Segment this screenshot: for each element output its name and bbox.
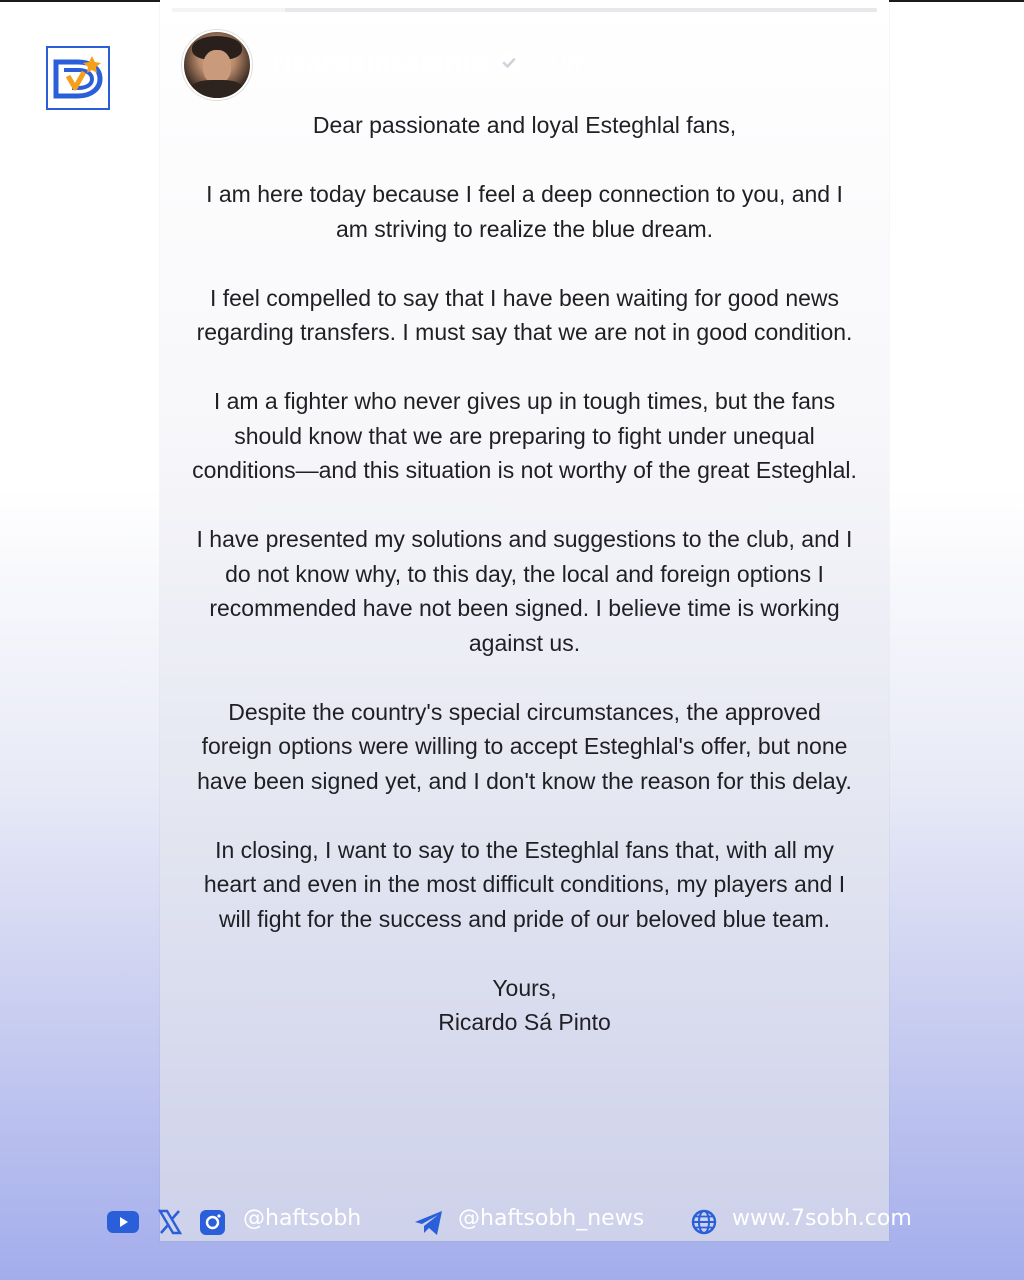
letter-paragraph: I feel compelled to say that I have been waiting for good news regarding transfers. I must say that we are not in good condition.: [196, 284, 853, 345]
letter-signature: Ricardo Sá Pinto: [438, 1009, 611, 1035]
letter-body: [190, 108, 859, 1040]
social-footer: [0, 1200, 1024, 1244]
x-icon[interactable]: [158, 1209, 182, 1235]
instagram-icon[interactable]: [200, 1210, 225, 1235]
website-link[interactable]: www.7sobh.com: [732, 1206, 912, 1231]
letter-paragraph: In closing, I want to say to the Esteghlal fans that, with all my heart and even in the most difficult conditions, my players and I will fight for the success and pride of our beloved blue team.: [203, 836, 846, 932]
letter-paragraph: I am a fighter who never gives up in tough times, but the fans should know that we are preparing to fight under unequal conditions—and this situation is not worthy of the great Esteghlal.: [192, 388, 857, 483]
social-handle[interactable]: @haftsobh: [243, 1206, 362, 1231]
story-progress-bar: [172, 8, 877, 12]
7sobh-logo-icon: [46, 46, 110, 110]
letter-signoff: [190, 971, 859, 1040]
profile-avatar[interactable]: [182, 30, 252, 100]
telegram-icon[interactable]: [414, 1210, 444, 1236]
letter-paragraph: I have presented my solutions and suggestions to the club, and I do not know why, to this day, the local and foreign options I recommended have not been signed. I believe time is working against us.: [196, 526, 853, 656]
telegram-handle[interactable]: @haftsobh_news: [458, 1206, 645, 1231]
story-timestamp: 10m: [536, 47, 589, 77]
letter-closing: Yours,: [492, 974, 557, 1001]
verified-badge-icon: [496, 50, 522, 76]
letter-paragraph: Despite the country's special circumstances, the approved foreign options were willing to accept Esteghlal's offer, but none have been signed yet, and I don't know the reason for this delay.: [197, 698, 852, 794]
globe-icon: [691, 1209, 717, 1235]
youtube-icon[interactable]: [107, 1211, 139, 1233]
story-progress-fill: [172, 8, 285, 12]
instagram-story[interactable]: [160, 0, 889, 1241]
letter-greeting: Dear passionate and loyal Esteghlal fans,: [312, 112, 737, 138]
story-username[interactable]: ricardomsapinto: [273, 47, 488, 77]
letter-paragraph: I am here today because I feel a deep connection to you, and I am striving to realize the blue dream.: [206, 181, 843, 242]
